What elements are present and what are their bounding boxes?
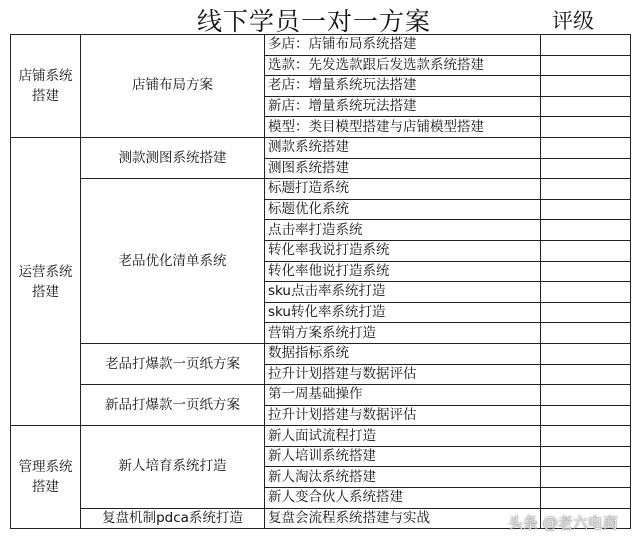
grade-cell[interactable] [541,137,631,158]
system-cell: 新人培育系统打造 [81,426,265,508]
category-cell: 运营系统搭建 [11,137,81,425]
item-cell: 选款：先发选款跟后发选款系统搭建 [265,55,541,76]
item-cell: 拉升计划搭建与数据评估 [265,364,541,385]
grade-cell[interactable] [541,488,631,509]
watermark: 头条 @老六电商 [508,514,618,532]
item-cell: 新人淘汰系统搭建 [265,467,541,488]
grade-cell[interactable] [541,261,631,282]
grade-cell[interactable] [541,364,631,385]
table-row [11,343,631,364]
grade-cell[interactable] [541,323,631,344]
item-cell: 转化率他说打造系统 [265,261,541,282]
table-row [11,385,631,406]
grade-cell[interactable] [541,426,631,447]
item-cell: 标题优化系统 [265,199,541,220]
grade-cell[interactable] [541,96,631,117]
grade-cell[interactable] [541,446,631,467]
system-cell: 老品打爆款一页纸方案 [81,343,265,384]
system-cell: 测款测图系统搭建 [81,137,265,178]
item-cell: 新人面试流程打造 [265,426,541,447]
grade-column-header: 评级 [552,9,594,33]
item-cell: 点击率打造系统 [265,220,541,241]
item-cell: 测图系统搭建 [265,158,541,179]
grade-cell[interactable] [541,240,631,261]
item-cell: 营销方案系统打造 [265,323,541,344]
item-cell: 模型：类目模型搭建与店铺模型搭建 [265,117,541,138]
grade-cell[interactable] [541,302,631,323]
system-cell: 店铺布局方案 [81,35,265,138]
item-cell: sku转化率系统打造 [265,302,541,323]
item-cell: 拉升计划搭建与数据评估 [265,405,541,426]
grade-cell[interactable] [541,405,631,426]
grade-cell[interactable] [541,220,631,241]
item-cell: 转化率我说打造系统 [265,240,541,261]
grade-cell[interactable] [541,385,631,406]
table-row [11,35,631,56]
item-cell: 新店：增量系统玩法搭建 [265,96,541,117]
grade-cell[interactable] [541,179,631,200]
grade-cell[interactable] [541,158,631,179]
plan-table [10,34,631,529]
system-cell: 老品优化清单系统 [81,179,265,344]
grade-cell[interactable] [541,282,631,303]
grade-cell[interactable] [541,55,631,76]
grade-cell[interactable] [541,199,631,220]
item-cell: 老店：增量系统玩法搭建 [265,76,541,97]
item-cell: 新人培训系统搭建 [265,446,541,467]
item-cell: 标题打造系统 [265,179,541,200]
category-cell: 管理系统搭建 [11,426,81,529]
grade-cell[interactable] [541,467,631,488]
table-row [11,179,631,200]
grade-cell[interactable] [541,117,631,138]
table-row [11,426,631,447]
system-cell: 复盘机制pdca系统打造 [81,508,265,529]
grade-cell[interactable] [541,76,631,97]
item-cell: 测款系统搭建 [265,137,541,158]
item-cell: 多店：店铺布局系统搭建 [265,35,541,56]
item-cell: 新人变合伙人系统搭建 [265,488,541,509]
header [0,2,640,34]
item-cell: sku点击率系统打造 [265,282,541,303]
page-title: 线下学员一对一方案 [197,7,432,36]
item-cell: 第一周基础操作 [265,385,541,406]
category-cell: 店铺系统搭建 [11,35,81,138]
item-cell: 数据指标系统 [265,343,541,364]
system-cell: 新品打爆款一页纸方案 [81,385,265,426]
grade-cell[interactable] [541,35,631,56]
grade-cell[interactable] [541,343,631,364]
table-row [11,137,631,158]
item-cell: 复盘会流程系统搭建与实战 [265,508,541,529]
